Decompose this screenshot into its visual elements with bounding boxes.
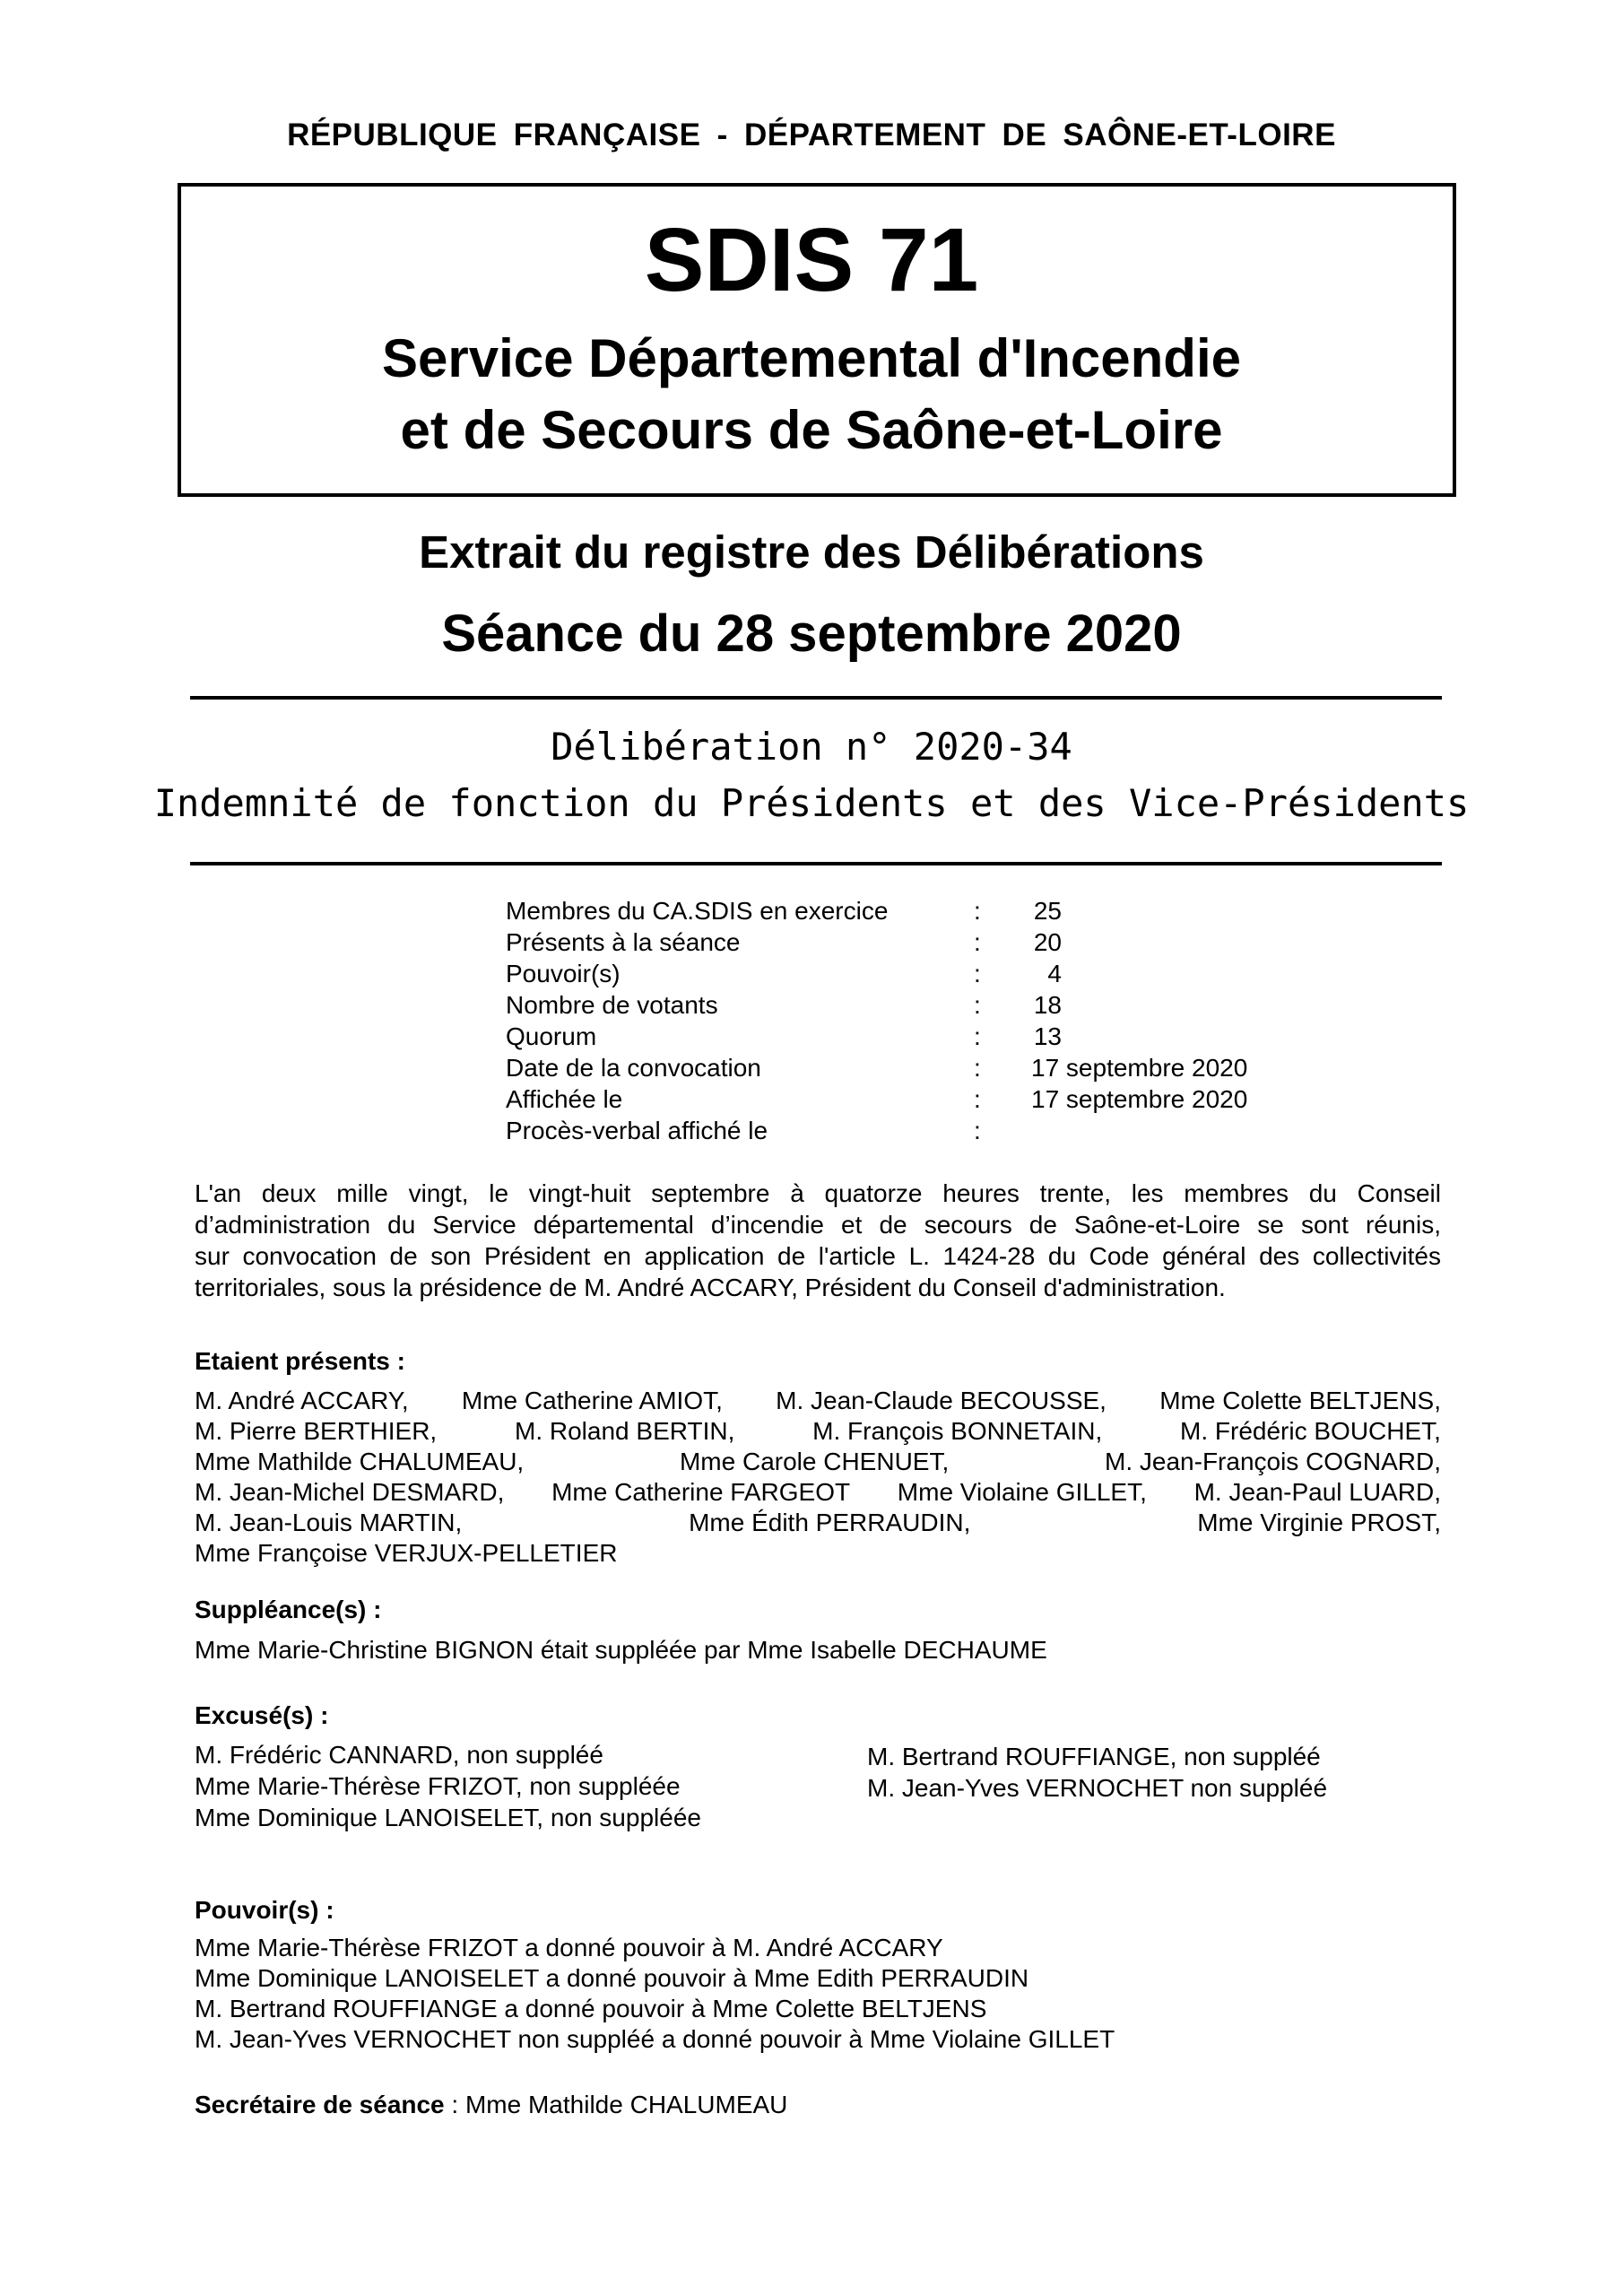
secretaire-line [195,2089,787,2120]
seance-date: Séance du 28 septembre 2020 [441,604,1182,663]
present-member: Mme Carole CHENUET, [679,1448,950,1475]
stat-label: Affichée le [506,1085,623,1113]
presents-heading: Etaient présents : [195,1347,405,1375]
excused-member: M. Jean-Yves VERNOCHET non suppléé [867,1774,1328,1802]
stat-colon: : [974,960,981,987]
stat-value: 13 [1033,1022,1062,1050]
stat-label: Membres du CA.SDIS en exercice [506,897,889,925]
suppleances-heading: Suppléance(s) : [195,1596,382,1623]
presents-line [195,1416,1441,1447]
pouvoir-line: Mme Marie-Thérèse FRIZOT a donné pouvoir à M. André ACCARY [195,1934,943,1961]
present-member: Mme Catherine FARGEOT [551,1478,851,1506]
present-member: M. Jean-François COGNARD, [1105,1448,1441,1475]
stat-label: Quorum [506,1022,597,1050]
present-member: M. Frédéric BOUCHET, [1180,1417,1441,1445]
sdis-title: SDIS 71 [644,210,979,310]
stat-value: 4 [1047,960,1062,987]
pouvoir-line: M. Jean-Yves VERNOCHET non suppléé a donné pouvoir à Mme Violaine GILLET [195,2025,1115,2053]
stat-colon: : [974,897,981,925]
service-name-line2: et de Secours de Saône-et-Loire [400,400,1223,460]
present-member: M. Jean-Michel DESMARD, [195,1478,505,1506]
deliberation-number: Délibération n° 2020-34 [551,725,1072,769]
excused-member: Mme Marie-Thérèse FRIZOT, non suppléée [195,1772,681,1800]
stat-colon: : [974,1117,981,1144]
present-member: M. François BONNETAIN, [812,1417,1103,1445]
present-member: Mme Mathilde CHALUMEAU, [195,1448,525,1475]
present-member: Mme Catherine AMIOT, [461,1387,723,1414]
stat-label: Pouvoir(s) [506,960,621,987]
secretaire-value: : Mme Mathilde CHALUMEAU [444,2091,788,2118]
stat-colon: : [974,991,981,1019]
stat-label: Procès-verbal affiché le [506,1117,768,1144]
present-member: Mme Colette BELTJENS, [1159,1387,1441,1414]
intro-line: L'an deux mille vingt, le vingt-huit septembre à quatorze heures trente, les membres du Conseil [195,1179,1441,1207]
stat-label: Présents à la séance [506,928,741,956]
stat-colon: : [974,1022,981,1050]
excuses-heading: Excusé(s) : [195,1701,329,1729]
present-member: M. Roland BERTIN, [515,1417,735,1445]
stat-value: 20 [1033,928,1062,956]
excused-member: M. Bertrand ROUFFIANGE, non suppléé [867,1743,1321,1770]
pouvoirs-heading: Pouvoir(s) : [195,1896,334,1924]
intro-line: sur convocation de son Président en application de l'article L. 1424-28 du Code général des collectivités [195,1242,1441,1270]
present-member: Mme Virginie PROST, [1197,1509,1441,1536]
presents-list [195,1386,1441,1569]
stat-value: 25 [1033,897,1062,925]
suppleances-text: Mme Marie-Christine BIGNON était suppléée par Mme Isabelle DECHAUME [195,1636,1047,1664]
intro-line: d’administration du Service départemental d’incendie et de secours de Saône-et-Loire se sont réunis, [195,1211,1441,1239]
deliberation-subject: Indemnité de fonction du Présidents et des Vice-Présidents [153,781,1470,825]
extrait-heading: Extrait du registre des Délibérations [419,526,1204,578]
excuses-right-column [867,1741,1327,1804]
present-member: M. Pierre BERTHIER, [195,1417,438,1445]
presents-line [195,1477,1441,1508]
stat-value: 17 septembre 2020 [1031,1054,1248,1082]
stat-value: 17 septembre 2020 [1031,1085,1248,1113]
stat-colon: : [974,928,981,956]
pouvoirs-list [195,1933,1115,2055]
present-member: M. Jean-Claude BECOUSSE, [776,1387,1107,1414]
presents-line [195,1508,1441,1538]
present-member: Mme Violaine GILLET, [897,1478,1147,1506]
pouvoir-line: Mme Dominique LANOISELET a donné pouvoir à Mme Edith PERRAUDIN [195,1964,1029,1992]
presents-line [195,1447,1441,1477]
excuses-left-column [195,1739,701,1833]
excused-member: Mme Dominique LANOISELET, non suppléée [195,1804,701,1831]
stat-value: 18 [1033,991,1062,1019]
presents-line [195,1386,1441,1416]
excused-member: M. Frédéric CANNARD, non suppléé [195,1741,603,1769]
present-member: Mme Édith PERRAUDIN, [689,1509,971,1536]
top-divider [190,696,1442,700]
secretaire-label: Secrétaire de séance [195,2091,445,2118]
present-member: M. André ACCARY, [195,1387,409,1414]
stat-colon: : [974,1085,981,1113]
bottom-divider [190,862,1442,865]
republique-header: RÉPUBLIQUE FRANÇAISE - DÉPARTEMENT DE SAÔNE-ET-LOIRE [287,117,1336,152]
stat-label: Nombre de votants [506,991,718,1019]
present-member: Mme Françoise VERJUX-PELLETIER [195,1539,618,1567]
present-member: M. Jean-Louis MARTIN, [195,1509,463,1536]
pouvoir-line: M. Bertrand ROUFFIANGE a donné pouvoir à Mme Colette BELTJENS [195,1995,987,2022]
stat-label: Date de la convocation [506,1054,761,1082]
present-member: M. Jean-Paul LUARD, [1193,1478,1441,1506]
intro-paragraph [195,1178,1441,1303]
intro-line: territoriales, sous la présidence de M. André ACCARY, Président du Conseil d'administration. [195,1274,1226,1301]
presents-line [195,1538,1441,1569]
stat-colon: : [974,1054,981,1082]
service-name-line1: Service Départemental d'Incendie [382,328,1241,388]
